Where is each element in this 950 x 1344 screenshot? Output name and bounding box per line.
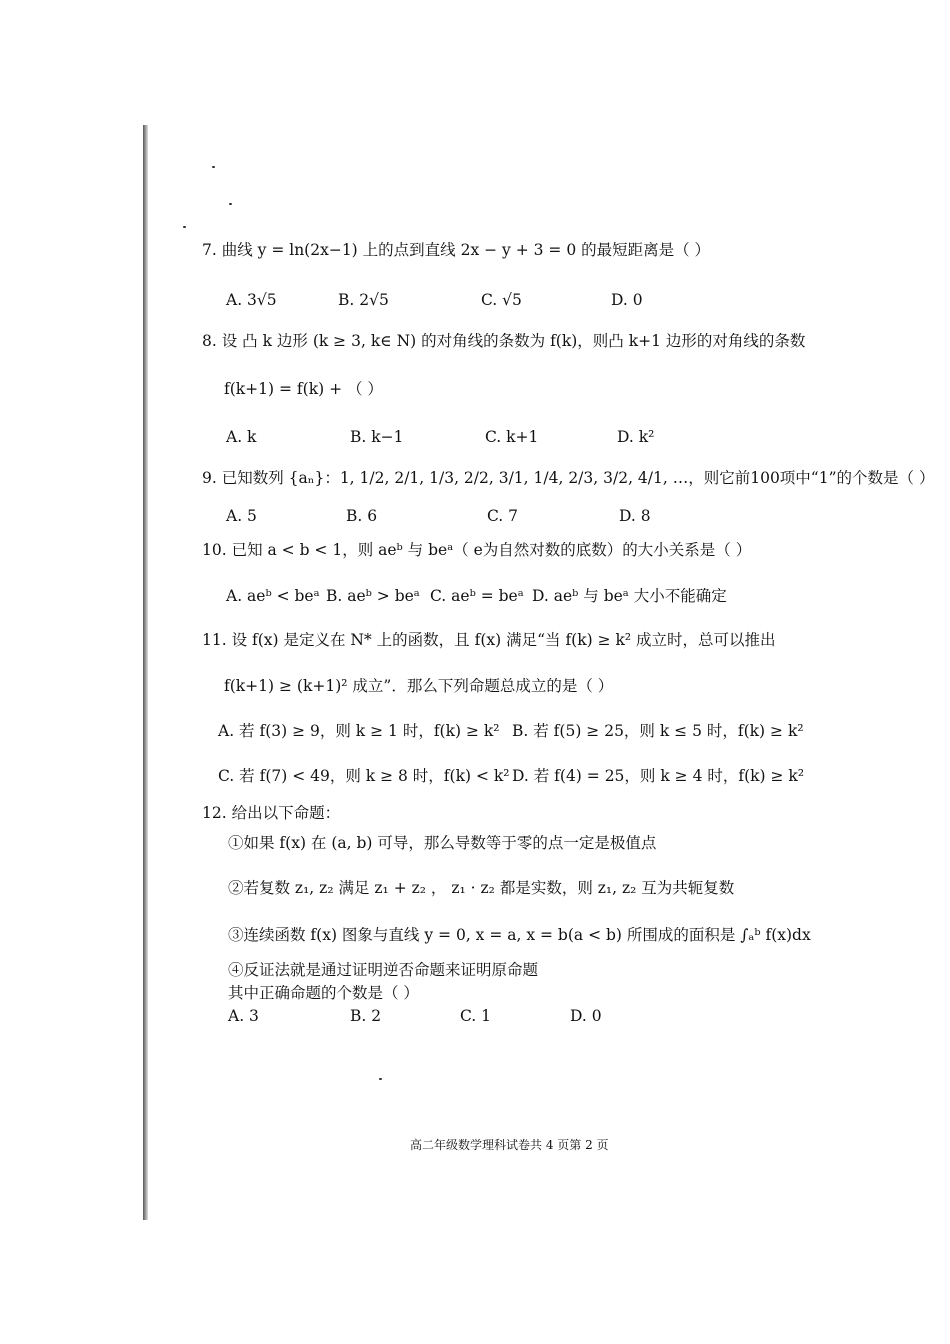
q10-stem: 10. 已知 a < b < 1，则 aeᵇ 与 beᵃ（ e为自然对数的底数）的大小关系是（ ）	[202, 541, 752, 559]
q11-stem: 11. 设 f(x) 是定义在 N* 上的函数，且 f(x) 满足“当 f(k) ≥ k² 成立时，总可以推出	[202, 631, 776, 649]
q11-stem-continued: f(k+1) ≥ (k+1)² 成立”．那么下列命题总成立的是（ ）	[224, 677, 614, 695]
q12-option-b: B. 2	[350, 1007, 382, 1025]
q12-option-a: A. 3	[228, 1007, 259, 1025]
q12-item-3: ③连续函数 f(x) 图象与直线 y = 0, x = a, x = b(a < b) 所围成的面积是 ∫ₐᵇ f(x)dx	[228, 926, 811, 944]
q10-option-d: D. aeᵇ 与 beᵃ 大小不能确定	[532, 587, 727, 605]
q8-option-a: A. k	[226, 428, 257, 446]
scan-speck	[379, 1078, 382, 1080]
q8-option-b: B. k−1	[350, 428, 404, 446]
q8-stem: 8. 设 凸 k 边形 (k ≥ 3, k∈ N) 的对角线的条数为 f(k)，则凸 k+1 边形的对角线的条数	[202, 332, 806, 350]
q10-option-a: A. aeᵇ < beᵃ	[226, 587, 320, 605]
q7-option-c: C. √5	[481, 291, 522, 309]
q11-option-d: D. 若 f(4) = 25，则 k ≥ 4 时，f(k) ≥ k²	[512, 767, 805, 785]
q12-stem: 12. 给出以下命题：	[202, 804, 341, 822]
q9-option-a: A. 5	[226, 507, 257, 525]
q7-option-b: B. 2√5	[338, 291, 389, 309]
scan-speck	[183, 226, 186, 228]
q11-option-c: C. 若 f(7) < 49，则 k ≥ 8 时，f(k) < k²	[218, 767, 510, 785]
q7-option-d: D. 0	[611, 291, 643, 309]
q7-option-a: A. 3√5	[226, 291, 277, 309]
q11-option-b: B. 若 f(5) ≥ 25，则 k ≤ 5 时，f(k) ≥ k²	[512, 722, 804, 740]
q12-option-c: C. 1	[460, 1007, 492, 1025]
q8-option-d: D. k²	[617, 428, 655, 446]
q12-item-2: ②若复数 z₁, z₂ 满足 z₁ + z₂ ， z₁ · z₂ 都是实数，则 z₁, z₂ 互为共轭复数	[228, 879, 735, 897]
q9-option-d: D. 8	[619, 507, 651, 525]
q10-option-c: C. aeᵇ = beᵃ	[430, 587, 524, 605]
q9-stem: 9. 已知数列 {aₙ}：1, 1/2, 2/1, 1/3, 2/2, 3/1, 1/4, 2/3, 3/2, 4/1, …，则它前100项中“1”的个数是（ ）	[202, 469, 935, 487]
q9-option-b: B. 6	[346, 507, 378, 525]
q11-option-a: A. 若 f(3) ≥ 9，则 k ≥ 1 时，f(k) ≥ k²	[218, 722, 500, 740]
q8-option-c: C. k+1	[485, 428, 539, 446]
q12-option-d: D. 0	[570, 1007, 602, 1025]
q9-option-c: C. 7	[487, 507, 519, 525]
q7-stem: 7. 曲线 y = ln(2x−1) 上的点到直线 2x − y + 3 = 0 的最短距离是（ ）	[202, 241, 711, 259]
scan-speck	[212, 166, 215, 168]
page-footer: 高二年级数学理科试卷共 4 页第 2 页	[410, 1138, 609, 1152]
q12-question: 其中正确命题的个数是（ ）	[228, 984, 419, 1002]
scan-speck	[229, 203, 232, 205]
q12-item-4: ④反证法就是通过证明逆否命题来证明原命题	[228, 961, 539, 979]
scan-binding-edge	[143, 125, 148, 1220]
q8-stem-continued: f(k+1) = f(k) + （ ）	[224, 380, 383, 398]
q12-item-1: ①如果 f(x) 在 (a, b) 可导，那么导数等于零的点一定是极值点	[228, 834, 657, 852]
q10-option-b: B. aeᵇ > beᵃ	[326, 587, 420, 605]
